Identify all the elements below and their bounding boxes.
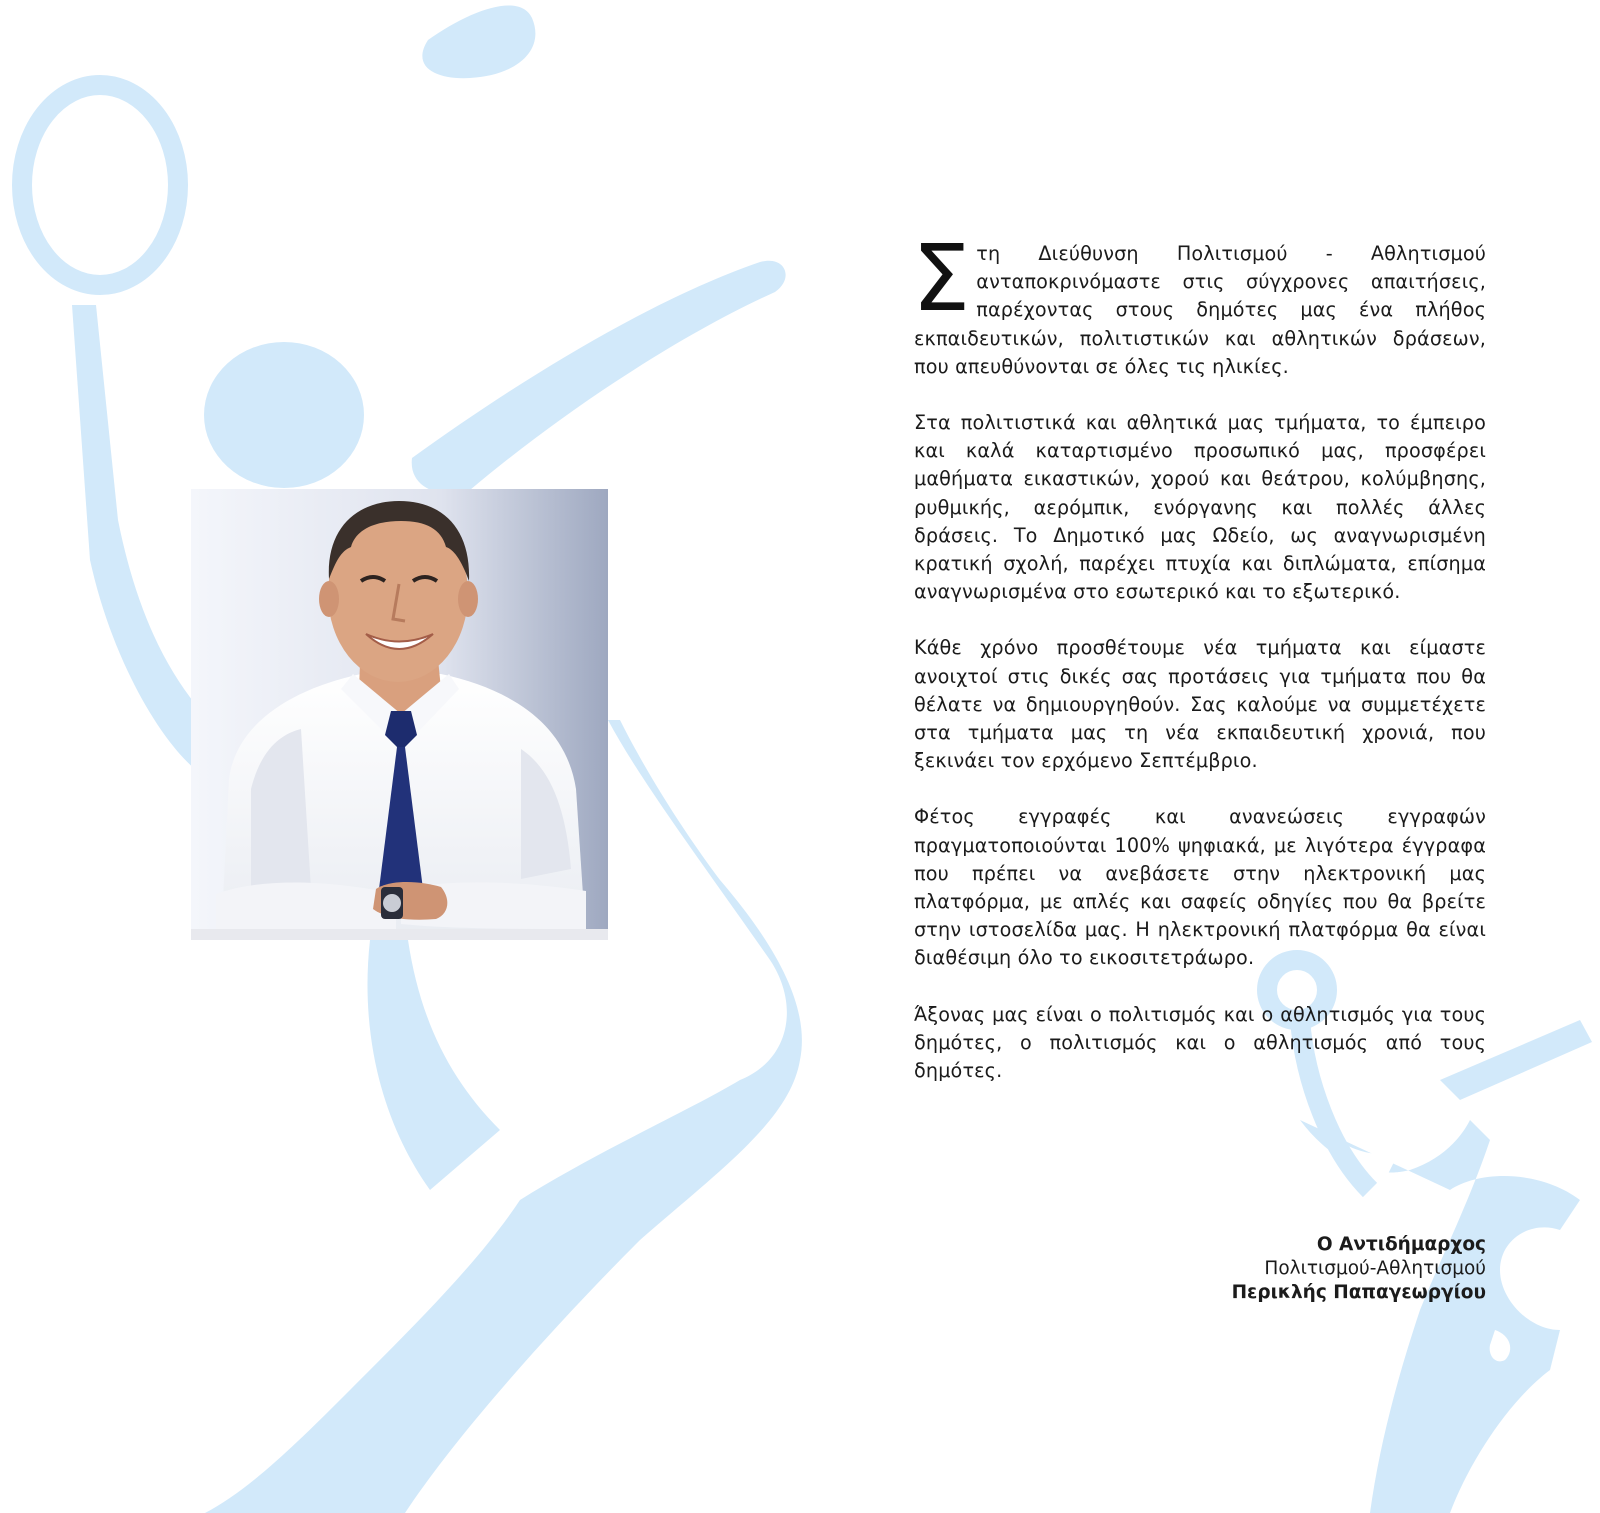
paragraph-3: Κάθε χρόνο προσθέτουμε νέα τμήματα και είμαστε ανοιχτοί στις δικές σας προτάσεις για τμήματα που θα θέλατε να δημιουργηθούν. Σας καλούμε να συμμετέχετε στα τμήματα μας τη νέα εκπαιδευτική χρονιά, που ξεκινάει τον ερχόμενο Σεπτέμβριο. [914,636,1486,773]
paragraph-1 [912,225,1486,381]
signature-department: Πολιτισμού-Αθλητισμού [1264,1258,1486,1279]
signature-name: Περικλής Παπαγεωργίου [1231,1282,1486,1303]
paragraph-1-text: τη Διεύθυνση Πολιτισμού - Αθλητισμού ανταποκρινόμαστε στις σύγχρονες απαιτήσεις, παρέχοντας στους δημότες μας ένα πλήθος εκπαιδευτικών, πολιτιστικών και αθλητικών δράσεων, που απευθύνονται σε όλες τις ηλικίες. [914,242,1486,378]
paragraph-5: Άξονας μας είναι ο πολιτισμός και ο αθλητισμός για τους δημότες, ο πολιτισμός και ο αθλητισμός από τους δημότες. [914,1002,1486,1083]
letter-body [912,225,1486,1113]
paragraph-4: Φέτος εγγραφές και ανανεώσεις εγγραφών πραγματοποιούνται 100% ψηφιακά, με λιγότερα έγγραφα που πρέπει να ανεβάσετε στην ηλεκτρονική μας πλατφόρμα, με απλές και σαφείς οδηγίες που θα βρείτε στην ιστοσελίδα μας. Η ηλεκτρονική πλατφόρμα θα είναι διαθέσιμη όλο το εικοσιτετράωρο. [914,805,1486,970]
paragraph-2: Στα πολιτιστικά και αθλητικά μας τμήματα, το έμπειρο και καλά καταρτισμένο προσωπικό μας, προσφέρει μαθήματα εικαστικών, χορού και θεάτρου, κολύμβησης, ρυθμικής, αερόμπικ, ενόργανης και πολλές άλλες δράσεις. Το Δημοτικό μας Ωδείο, ως αναγνωρισμένη κρατική σχολή, παρέχει πτυχία και διπλώματα, επίσημα αναγνωρισμένα στο εσωτερικό και το εξωτερικό. [914,411,1486,604]
dropcap: Σ [912,225,971,332]
portrait-photo [191,489,608,940]
signature-title: Ο Αντιδήμαρχος [1316,1234,1486,1255]
signature-block [1232,1233,1486,1305]
